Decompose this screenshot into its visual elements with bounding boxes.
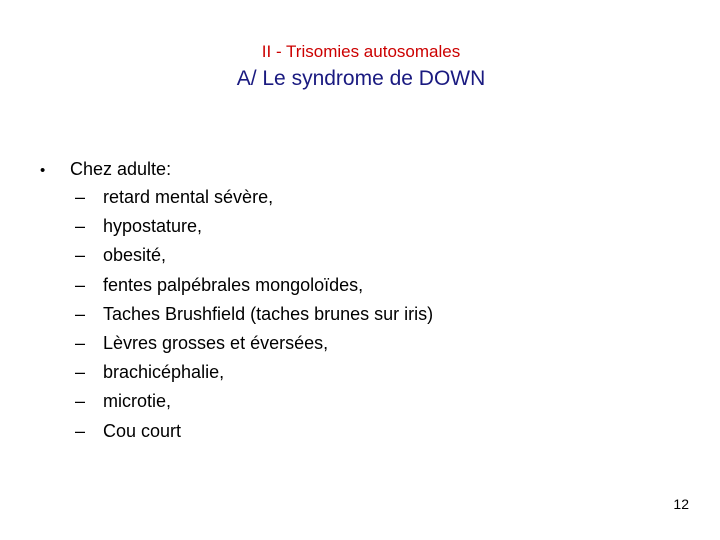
dash-icon: – — [75, 245, 86, 266]
list-item — [40, 245, 680, 274]
dash-icon: – — [75, 362, 86, 383]
list-item-text: Taches Brushfield (taches brunes sur iris) — [103, 303, 434, 324]
list-item — [40, 333, 680, 362]
dash-icon: – — [75, 332, 86, 353]
symptom-list — [40, 187, 680, 450]
dash-icon: – — [75, 420, 86, 441]
list-item — [40, 216, 680, 245]
main-bullet-text: Chez adulte: — [70, 159, 172, 179]
slide-title: A/ Le syndrome de DOWN — [236, 67, 486, 90]
list-item-text: microtie, — [103, 391, 172, 412]
list-item-text: fentes palpébrales mongoloïdes, — [103, 274, 364, 295]
list-item — [40, 421, 680, 450]
list-item-text: Lèvres grosses et éversées, — [103, 332, 329, 353]
list-item — [40, 304, 680, 333]
page-number: 12 — [673, 496, 689, 512]
list-item-text: retard mental sévère, — [103, 187, 274, 207]
list-item-text: hypostature, — [103, 216, 203, 237]
main-bullet-item — [40, 159, 680, 187]
dash-icon: – — [75, 391, 86, 412]
content-body — [40, 159, 680, 450]
list-item — [40, 187, 680, 216]
dash-icon: – — [75, 187, 86, 207]
dash-icon: – — [75, 274, 86, 295]
list-item — [40, 275, 680, 304]
list-item — [40, 391, 680, 420]
list-item — [40, 362, 680, 391]
list-item-text: brachicéphalie, — [103, 362, 225, 383]
bullet-icon: • — [40, 162, 46, 179]
section-subtitle: II - Trisomies autosomales — [261, 42, 461, 61]
dash-icon: – — [75, 216, 86, 237]
list-item-text: obesité, — [103, 245, 167, 266]
list-item-text: Cou court — [103, 420, 182, 441]
dash-icon: – — [75, 303, 86, 324]
